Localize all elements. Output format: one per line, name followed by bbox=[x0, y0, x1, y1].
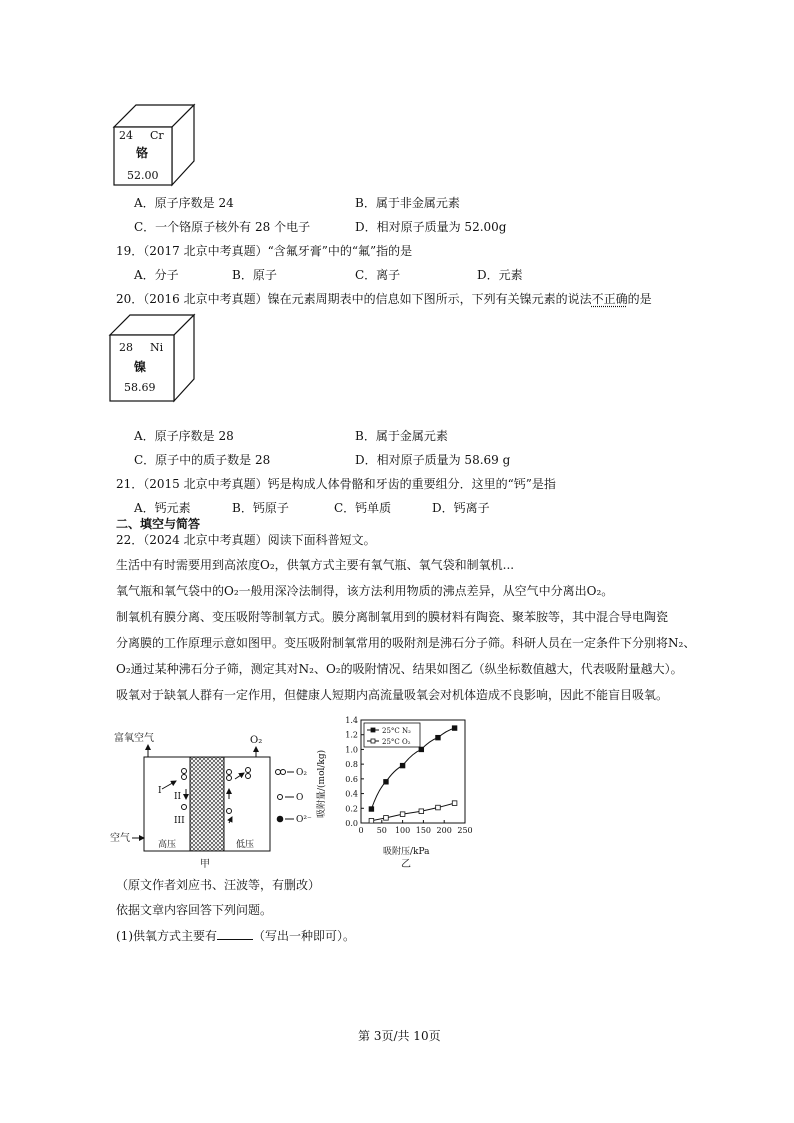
q21-option-d: D．钙离子 bbox=[432, 501, 490, 515]
q21-option-a: A．钙元素 bbox=[134, 501, 191, 515]
data-point bbox=[419, 747, 424, 752]
q18-option-b: B．属于非金属元素 bbox=[355, 196, 460, 210]
q22-paragraph-2: 氧气瓶和氧气袋中的O₂一般用深冷法制得，该方法利用物质的沸点差异，从空气中分离出O₂。 bbox=[116, 584, 614, 598]
data-point bbox=[384, 780, 389, 785]
legend-label: 25°C N₂ bbox=[382, 727, 411, 735]
q20-option-c: C．原子中的质子数是 28 bbox=[134, 453, 271, 467]
y-tick-label: 1.0 bbox=[345, 745, 358, 755]
q20-stem bbox=[116, 291, 652, 307]
q22-sub1-text: (1)供氧方式主要有 bbox=[116, 929, 217, 943]
q19-option-d: D．元素 bbox=[477, 268, 523, 282]
step-iii: III bbox=[174, 816, 185, 826]
x-tick-label: 200 bbox=[436, 826, 452, 835]
label-rich-air: 富氧空气 bbox=[114, 733, 154, 744]
q22-paragraph-5: O₂通过某种沸石分子筛，测定其对N₂、O₂的吸附情况、结果如图乙（纵坐标数值越大，代表吸附量越大）。 bbox=[116, 662, 683, 676]
ni-symbol: Ni bbox=[150, 341, 164, 354]
y-tick-label: 0.8 bbox=[345, 760, 358, 770]
q22-paragraph-4: 分离膜的工作原理示意如图甲。变压吸附制氧常用的吸附剂是沸石分子筛。科研人员在一定条件下分别将N₂、 bbox=[116, 636, 696, 650]
q22-paragraph-3: 制氧机有膜分离、变压吸附等制氧方式。膜分离制氧用到的膜材料有陶瓷、聚苯胺等，其中混合导电陶瓷 bbox=[116, 610, 669, 624]
legend-o2-label: O₂ bbox=[296, 768, 307, 778]
o-atom bbox=[182, 805, 187, 810]
o2-molecule bbox=[182, 775, 187, 780]
chart-y-label: 吸附量/(mol/kg) bbox=[317, 749, 327, 818]
data-point bbox=[369, 818, 374, 823]
q22-sub1-tail: （写出一种即可）。 bbox=[253, 929, 356, 943]
q20-option-b: B．属于金属元素 bbox=[355, 429, 448, 443]
x-tick-label: 0 bbox=[358, 826, 364, 835]
step-ii: II bbox=[174, 792, 182, 802]
o2-molecule bbox=[227, 770, 232, 775]
legend-o2-icon bbox=[276, 770, 281, 775]
q18-option-a: A．原子序数是 24 bbox=[134, 196, 234, 210]
element-card-ni bbox=[106, 313, 198, 403]
answer-blank[interactable] bbox=[217, 928, 253, 940]
o2-molecule bbox=[182, 769, 187, 774]
legend-marker bbox=[371, 739, 375, 743]
q22-paragraph-1: 生活中有时需要用到高浓度O₂，供氧方式主要有氧气瓶、氧气袋和制氧机... bbox=[116, 558, 515, 572]
data-point bbox=[452, 726, 457, 731]
q20-emphasis: 不正确 bbox=[591, 292, 628, 306]
label-high-pressure: 高压 bbox=[158, 840, 177, 850]
legend-o2minus-label: O²⁻ bbox=[296, 815, 312, 825]
data-point bbox=[452, 801, 457, 806]
y-tick-label: 0.2 bbox=[345, 804, 358, 814]
ni-atomic-number: 28 bbox=[119, 341, 133, 354]
cr-atomic-number: 24 bbox=[119, 129, 133, 142]
legend-o-label: O bbox=[296, 793, 304, 803]
o-atom bbox=[227, 809, 232, 814]
o2-molecule bbox=[227, 776, 232, 781]
q21-stem: 21．（2015 北京中考真题）钙是构成人体骨骼和牙齿的重要组分．这里的“钙”是指 bbox=[116, 477, 556, 491]
q19-option-b: B．原子 bbox=[232, 268, 277, 282]
y-tick-label: 0.0 bbox=[345, 819, 358, 828]
data-point bbox=[384, 816, 389, 821]
q18-option-d: D．相对原子质量为 52.00g bbox=[355, 220, 507, 234]
x-tick-label: 100 bbox=[394, 826, 411, 835]
q20-option-a: A．原子序数是 28 bbox=[134, 429, 234, 443]
q20-stem-tail: 的是 bbox=[627, 292, 652, 306]
section-title: 二、填空与简答 bbox=[116, 517, 201, 531]
legend-o2minus-icon bbox=[277, 816, 283, 822]
label-air-in: 空气 bbox=[110, 833, 130, 844]
data-point bbox=[436, 805, 441, 810]
q22-paragraph-6: 吸氧对于缺氧人群有一定作用，但健康人短期内高流量吸氧会对机体造成不良影响，因此不能盲目吸氧。 bbox=[116, 688, 669, 702]
x-tick-label: 250 bbox=[457, 826, 473, 835]
q19-option-a: A．分子 bbox=[134, 268, 179, 282]
q21-option-b: B．钙原子 bbox=[232, 501, 289, 515]
y-tick-label: 0.6 bbox=[345, 774, 358, 784]
legend-o-icon bbox=[278, 795, 283, 800]
legend-marker bbox=[371, 728, 375, 732]
data-point bbox=[400, 763, 405, 768]
y-tick-label: 1.4 bbox=[345, 716, 358, 725]
q20-stem-text: 20．（2016 北京中考真题）镍在元素周期表中的信息如下图所示，下列有关镍元素的说法 bbox=[116, 292, 592, 306]
q19-option-c: C．离子 bbox=[355, 268, 401, 282]
data-point bbox=[400, 812, 405, 817]
step-i: I bbox=[158, 786, 162, 796]
y-tick-label: 0.4 bbox=[345, 789, 358, 799]
q22-instruction: 依据文章内容回答下列问题。 bbox=[116, 903, 273, 917]
data-point bbox=[436, 735, 441, 740]
ni-mass: 58.69 bbox=[124, 381, 156, 394]
data-point bbox=[369, 807, 374, 812]
q20-option-d: D．相对原子质量为 58.69 g bbox=[355, 453, 511, 467]
cr-symbol: Cr bbox=[150, 129, 164, 142]
legend-label: 25°C O₂ bbox=[382, 738, 411, 746]
page-footer: 第 3页/共 10页 bbox=[358, 1029, 441, 1043]
label-low-pressure: 低压 bbox=[236, 840, 255, 850]
cr-name: 铬 bbox=[136, 146, 149, 160]
q22-source: （原文作者刘应书、汪波等，有删改） bbox=[116, 878, 321, 892]
o2-molecule bbox=[246, 774, 251, 779]
ni-name: 镍 bbox=[134, 360, 147, 374]
adsorption-chart bbox=[315, 710, 480, 870]
q19-stem: 19．（2017 北京中考真题）“含氟牙膏”中的“氟”指的是 bbox=[116, 244, 413, 258]
x-tick-label: 50 bbox=[376, 826, 387, 835]
data-point bbox=[419, 809, 424, 814]
x-tick-label: 150 bbox=[415, 826, 432, 835]
element-card-cr bbox=[110, 103, 200, 188]
chart-x-label: 吸附压/kPa bbox=[383, 847, 430, 857]
label-jia: 甲 bbox=[200, 859, 210, 870]
q21-option-c: C．钙单质 bbox=[334, 501, 392, 515]
q18-option-c: C．一个铬原子核外有 28 个电子 bbox=[134, 220, 311, 234]
q22-stem: 22．（2024 北京中考真题）阅读下面科普短文。 bbox=[116, 533, 376, 547]
o2-molecule bbox=[246, 768, 251, 773]
membrane-diagram bbox=[108, 727, 318, 875]
legend-o2-icon-b bbox=[281, 770, 286, 775]
cr-mass: 52.00 bbox=[127, 169, 159, 182]
label-o2-out: O₂ bbox=[250, 735, 263, 746]
q22-sub1 bbox=[116, 928, 355, 944]
y-tick-label: 1.2 bbox=[345, 730, 358, 740]
chart-caption: 乙 bbox=[401, 859, 411, 870]
